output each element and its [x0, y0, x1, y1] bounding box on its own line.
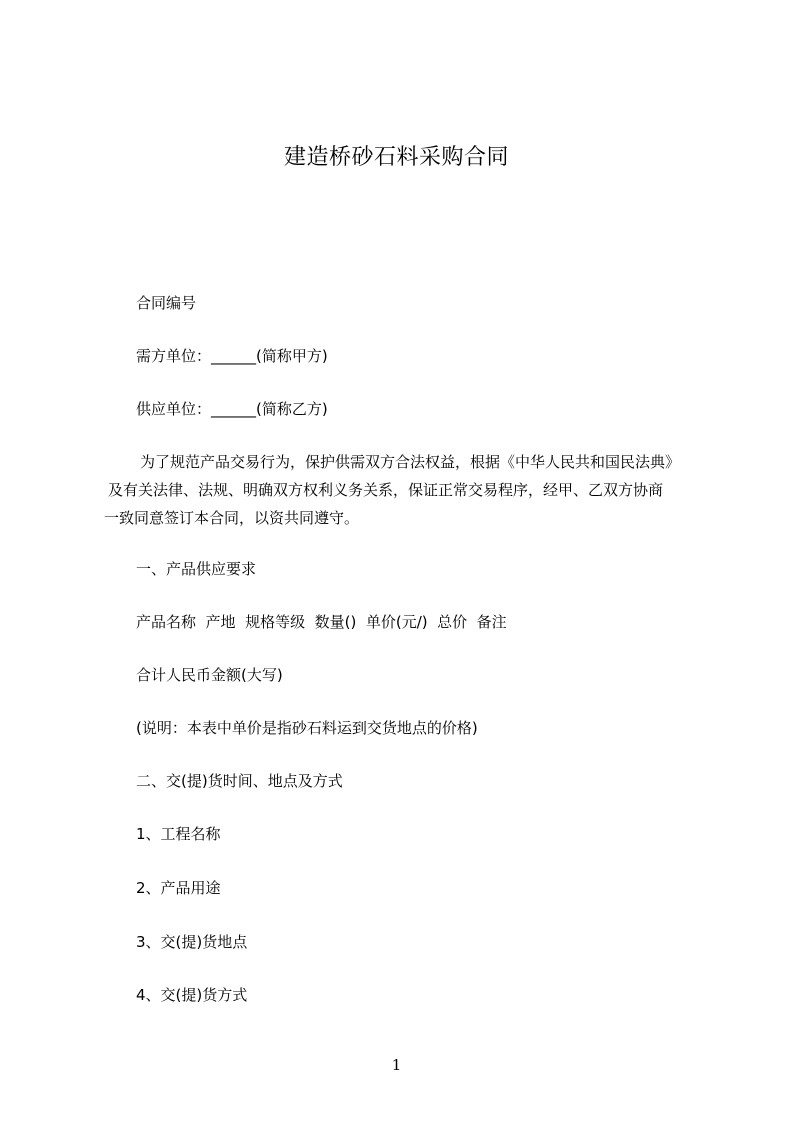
- list-item: 4、交(提)货方式: [136, 986, 248, 1004]
- preamble-line: 为了规范产品交易行为，保护供需双方合法权益，根据《中华人民共和国民法典》: [140, 453, 681, 471]
- list-item: 3、交(提)货地点: [136, 933, 248, 951]
- page-number: 1: [391, 1056, 402, 1074]
- preamble-line: 及有关法律、法规、明确双方权利义务关系，保证正常交易程序，经甲、乙双方协商: [108, 481, 664, 499]
- total-amount-line: 合计人民币金额(大写): [136, 666, 283, 684]
- list-item: 1、工程名称: [136, 825, 221, 843]
- buyer-line: 需方单位：______(简称甲方): [136, 347, 328, 365]
- list-item: 2、产品用途: [136, 879, 221, 897]
- document-title: 建造桥砂石料采购合同: [283, 145, 509, 170]
- preamble-paragraph: [104, 448, 724, 532]
- price-note-line: (说明：本表中单价是指砂石料运到交货地点的价格): [136, 719, 478, 737]
- supplier-line: 供应单位：______(简称乙方): [136, 400, 328, 418]
- product-table-header: 产品名称 产地 规格等级 数量() 单价(元/) 总价 备注: [136, 613, 507, 631]
- preamble-line: 一致同意签订本合同，以资共同遵守。: [104, 509, 360, 527]
- section1-heading: 一、产品供应要求: [136, 560, 257, 578]
- section2-heading: 二、交(提)货时间、地点及方式: [136, 772, 343, 790]
- contract-number-label: 合同编号: [136, 294, 197, 312]
